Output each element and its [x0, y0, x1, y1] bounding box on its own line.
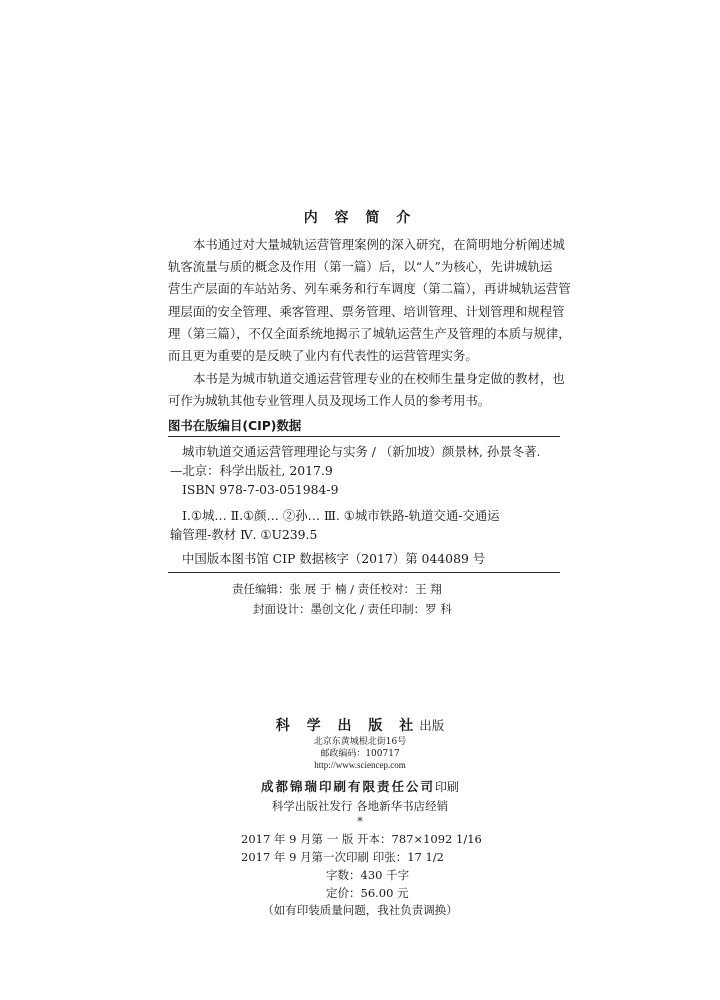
publisher-name [0, 715, 720, 735]
publisher-address: 北京东黄城根北街16号 [313, 737, 407, 747]
summary-p1-line: 理层面的安全管理、乘客管理、票务管理、培训管理、计划管理和规程管 [168, 303, 565, 319]
cip-line-4: Ⅰ.①城… Ⅱ.①颜… ②孙… Ⅲ. ①城市铁路-轨道交通-交通运 [182, 508, 500, 523]
summary-p1-line: 轨客流量与质的概念及作用（第一篇）后，以“人”为核心，先讲城轨运 [168, 259, 553, 275]
cip-isbn: ISBN 978-7-03-051984-9 [182, 482, 339, 497]
price: 定价：56.00 元 [326, 886, 409, 900]
printer-company: 成都锦瑞印刷有限责任公司 [260, 779, 435, 794]
publisher-suffix: 出版 [419, 718, 445, 733]
cip-line-5: 输管理-教材 Ⅳ. ①U239.5 [170, 527, 318, 542]
publisher-url: http://www.sciencep.com [314, 760, 406, 770]
summary-p2-line: 本书是为城市轨道交通运营管理专业的在校师生量身定做的教材，也 [193, 371, 565, 386]
cip-bottom-rule [168, 572, 560, 573]
publisher-postcode: 邮政编码：100717 [320, 749, 400, 759]
summary-p1-line: 本书通过对大量城轨运营管理案例的深入研究，在简明地分析阐述城 [193, 237, 565, 252]
edition-line-1: 2017 年 9 月第 一 版 开本：787×1092 1/16 [241, 832, 482, 846]
printer-name [0, 777, 720, 795]
distribution-line: 科学出版社发行 各地新华书店经销 [271, 799, 449, 813]
summary-p1-line: 营生产层面的车站站务、列车乘务和行车调度（第二篇），再讲城轨运营管 [168, 281, 571, 297]
summary-p1-line: 而且更为重要的是反映了业内有代表性的运营管理实务。 [168, 348, 478, 364]
summary-paragraph-1 [168, 234, 571, 367]
credits-line-2: 封面设计：墨创文化 / 责任印制：罗 科 [253, 602, 452, 616]
cip-heading: 图书在版编目(CIP)数据 [168, 418, 302, 433]
summary-paragraph-2 [168, 368, 565, 412]
cip-top-rule [168, 436, 560, 437]
cip-line-6: 中国版本图书馆 CIP 数据核字（2017）第 044089 号 [182, 551, 486, 566]
summary-p2-line: 可作为城轨其他专业管理人员及现场工作人员的参考用书。 [168, 393, 491, 409]
credits-line-1: 责任编辑：张 展 于 楠 / 责任校对：王 翔 [232, 582, 442, 596]
summary-title: 内 容 简 介 [303, 210, 417, 226]
printer-suffix: 印刷 [435, 780, 460, 794]
word-count: 字数：430 千字 [326, 868, 410, 882]
quality-note: （如有印装质量问题，我社负责调换） [262, 903, 458, 917]
edition-line-2: 2017 年 9 月第一次印刷 印张：17 1/2 [241, 850, 445, 864]
summary-p1-line: 理（第三篇），不仅全面系统地揭示了城轨运营生产及管理的本质与规律， [168, 325, 571, 341]
publisher-logo-text: 科 学 出 版 社 [275, 718, 420, 734]
cip-line-1: 城市轨道交通运营管理理论与实务 / （新加坡）颜景林, 孙景冬著. [182, 444, 541, 459]
cip-line-2: —北京：科学出版社, 2017.9 [170, 463, 333, 478]
separator-star: * [357, 814, 363, 828]
